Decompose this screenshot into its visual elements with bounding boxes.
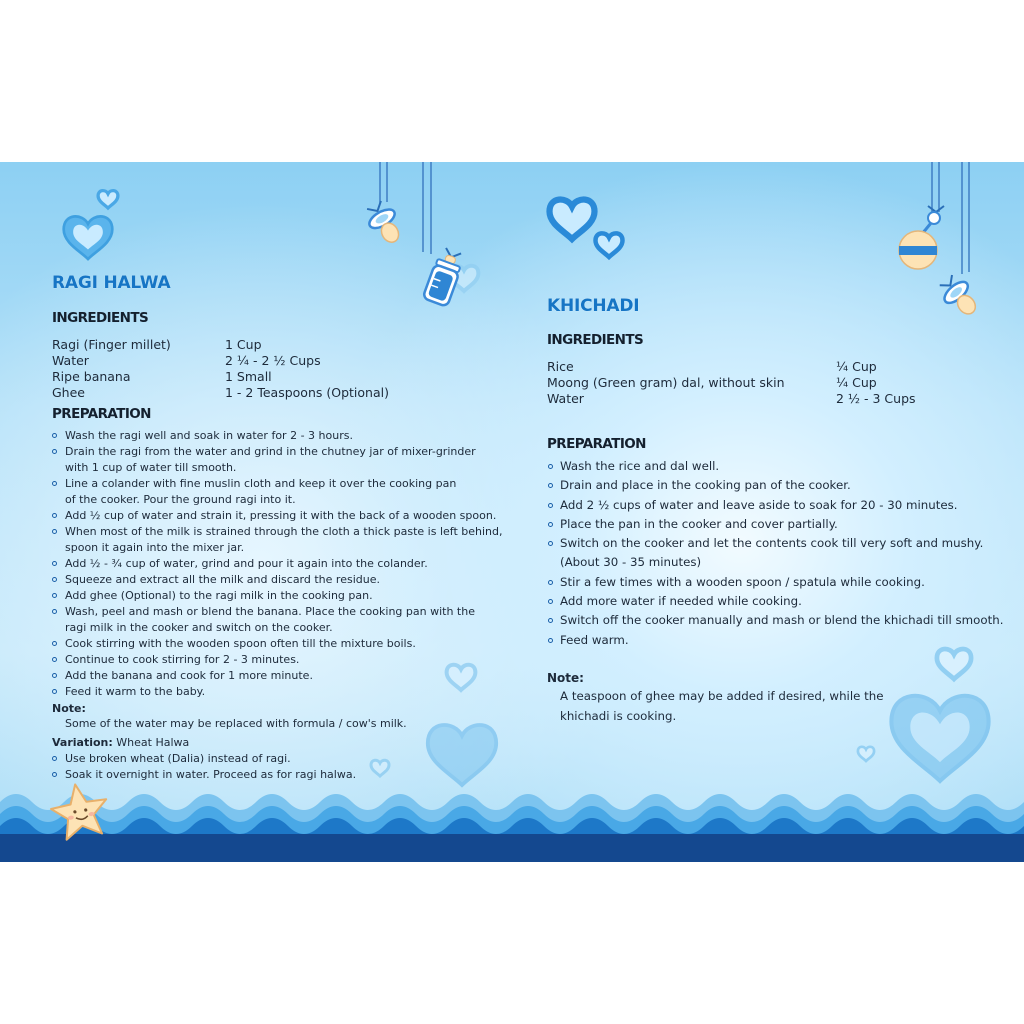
variation-label: Variation: xyxy=(52,736,113,749)
preparation-steps xyxy=(51,428,503,700)
list-item xyxy=(51,444,503,476)
step-text: Wash the ragi well and soak in water for 2 - 3 hours. xyxy=(65,429,353,442)
bullet-icon xyxy=(52,772,57,777)
bullet-icon xyxy=(548,599,553,604)
bullet-icon xyxy=(52,433,57,438)
heart-icon xyxy=(371,760,389,776)
ingredients-list xyxy=(52,337,432,403)
bullet-icon xyxy=(548,638,553,643)
list-item xyxy=(548,573,1003,592)
bullet-icon xyxy=(52,657,57,662)
bullet-icon xyxy=(52,577,57,582)
step-text: Add more water if needed while cooking. xyxy=(560,594,802,609)
list-item xyxy=(51,668,503,684)
list-item xyxy=(51,476,503,508)
heart-icon xyxy=(428,725,496,785)
bullet-icon xyxy=(548,541,553,546)
list-item xyxy=(51,572,503,588)
step-text-continued: spoon it again into the mixer jar. xyxy=(65,541,245,554)
list-item xyxy=(51,556,503,572)
list-item xyxy=(51,636,503,652)
rattle-icon xyxy=(899,206,944,269)
ingredient-qty: ¼ Cup xyxy=(836,375,877,390)
bullet-icon xyxy=(52,609,57,614)
ingredient-qty: 1 Cup xyxy=(225,337,262,352)
step-text-continued: with 1 cup of water till smooth. xyxy=(65,461,237,474)
pacifier-icon xyxy=(362,198,407,248)
step-text: Soak it overnight in water. Proceed as for ragi halwa. xyxy=(65,768,357,781)
bullet-icon xyxy=(52,529,57,534)
note-label: Note: xyxy=(52,702,86,715)
ingredient-qty: 2 ½ - 3 Cups xyxy=(836,391,916,406)
list-item xyxy=(548,592,1003,611)
bullet-icon xyxy=(548,464,553,469)
step-text: Feed warm. xyxy=(560,632,629,647)
list-item xyxy=(548,476,1003,495)
list-item xyxy=(51,588,503,604)
variation xyxy=(52,735,189,751)
bullet-icon xyxy=(52,673,57,678)
list-item xyxy=(51,767,356,783)
ingredient-name: Ripe banana xyxy=(52,369,131,384)
pacifier-icon xyxy=(935,271,983,321)
list-item xyxy=(548,534,1003,573)
note-text xyxy=(560,687,883,726)
bullet-icon xyxy=(52,689,57,694)
step-text: Drain the ragi from the water and grind in the chutney jar of mixer-grinder xyxy=(65,445,476,458)
list-item xyxy=(548,457,1003,476)
bullet-icon xyxy=(52,481,57,486)
list-item xyxy=(51,684,503,700)
ingredients-heading: INGREDIENTS xyxy=(547,332,644,348)
heart-icon xyxy=(596,233,623,257)
ingredient-name: Moong (Green gram) dal, without skin xyxy=(547,375,785,390)
list-item xyxy=(51,604,503,636)
bullet-icon xyxy=(52,756,57,761)
list-item xyxy=(548,631,1003,650)
note-text: Some of the water may be replaced with formula / cow's milk. xyxy=(65,717,407,730)
note-line: khichadi is cooking. xyxy=(560,708,677,723)
ingredient-name: Water xyxy=(52,353,89,368)
ingredient-name: Ragi (Finger millet) xyxy=(52,337,171,352)
bullet-icon xyxy=(548,483,553,488)
step-text: When most of the milk is strained through the cloth a thick paste is left behind, xyxy=(65,525,503,538)
step-text-continued: (About 30 - 35 minutes) xyxy=(560,555,702,570)
variation-value: Wheat Halwa xyxy=(116,736,190,749)
step-text: Add ghee (Optional) to the ragi milk in the cooking pan. xyxy=(65,589,373,602)
recipe-title: RAGI HALWA xyxy=(52,273,171,293)
preparation-heading: PREPARATION xyxy=(547,436,646,452)
recipe-title: KHICHADI xyxy=(547,296,640,316)
bullet-icon xyxy=(548,618,553,623)
bullet-icon xyxy=(548,522,553,527)
bullet-icon xyxy=(52,513,57,518)
bullet-icon xyxy=(52,561,57,566)
heart-icon xyxy=(550,200,595,239)
ingredients-heading: INGREDIENTS xyxy=(52,310,149,326)
list-item xyxy=(51,508,503,524)
bullet-icon xyxy=(52,593,57,598)
step-text: Add 2 ½ cups of water and leave aside to soak for 20 - 30 minutes. xyxy=(560,497,958,512)
ingredient-qty: 2 ¼ - 2 ½ Cups xyxy=(225,353,321,368)
list-item xyxy=(548,611,1003,630)
list-item xyxy=(548,515,1003,534)
list-item xyxy=(51,751,356,767)
ingredient-name: Rice xyxy=(547,359,574,374)
recipe-spread xyxy=(0,162,1024,862)
bullet-icon xyxy=(52,641,57,646)
ingredient-name: Ghee xyxy=(52,385,85,400)
heart-icon xyxy=(858,747,874,761)
list-item xyxy=(51,428,503,444)
heart-icon xyxy=(891,696,988,781)
step-text: Add the banana and cook for 1 more minute. xyxy=(65,669,313,682)
step-text: Wash, peel and mash or blend the banana. Place the cooking pan with the xyxy=(65,605,475,618)
step-text: Add ½ - ¾ cup of water, grind and pour it again into the colander. xyxy=(65,557,428,570)
wave-decoration xyxy=(0,794,1024,862)
step-text: Switch off the cooker manually and mash or blend the khichadi till smooth. xyxy=(560,613,1004,628)
heart-icon xyxy=(937,649,971,679)
step-text-continued: ragi milk in the cooker and switch on the cooker. xyxy=(65,621,333,634)
list-item xyxy=(548,496,1003,515)
preparation-steps xyxy=(548,457,1003,650)
ingredient-qty: 1 - 2 Teaspoons (Optional) xyxy=(225,385,389,400)
preparation-heading: PREPARATION xyxy=(52,406,151,422)
list-item xyxy=(51,652,503,668)
bullet-icon xyxy=(548,503,553,508)
bullet-icon xyxy=(52,449,57,454)
bullet-icon xyxy=(548,580,553,585)
step-text: Switch on the cooker and let the contents cook till very soft and mushy. xyxy=(560,536,984,551)
variation-steps xyxy=(51,751,356,783)
step-text: Place the pan in the cooker and cover partially. xyxy=(560,516,838,531)
note-line: A teaspoon of ghee may be added if desired, while the xyxy=(560,689,884,703)
note-label: Note: xyxy=(547,671,584,685)
step-text: Feed it warm to the baby. xyxy=(65,685,206,698)
step-text: Squeeze and extract all the milk and discard the residue. xyxy=(65,573,380,586)
step-text: Use broken wheat (Dalia) instead of ragi. xyxy=(65,752,291,765)
step-text: Drain and place in the cooking pan of the cooker. xyxy=(560,478,851,493)
ingredient-name: Water xyxy=(547,391,584,406)
ingredients-list xyxy=(547,359,967,409)
step-text: Line a colander with fine muslin cloth and keep it over the cooking pan xyxy=(65,477,457,490)
list-item xyxy=(51,524,503,556)
ingredient-qty: ¼ Cup xyxy=(836,359,877,374)
step-text: Wash the rice and dal well. xyxy=(560,459,720,473)
step-text: Continue to cook stirring for 2 - 3 minutes. xyxy=(65,653,300,666)
heart-icon xyxy=(64,216,113,259)
step-text-continued: of the cooker. Pour the ground ragi into it. xyxy=(65,493,296,506)
step-text: Stir a few times with a wooden spoon / spatula while cooking. xyxy=(560,574,925,589)
ingredient-qty: 1 Small xyxy=(225,369,272,384)
step-text: Cook stirring with the wooden spoon often till the mixture boils. xyxy=(65,637,416,650)
step-text: Add ½ cup of water and strain it, pressing it with the back of a wooden spoon. xyxy=(65,509,497,522)
heart-icon xyxy=(98,191,118,208)
